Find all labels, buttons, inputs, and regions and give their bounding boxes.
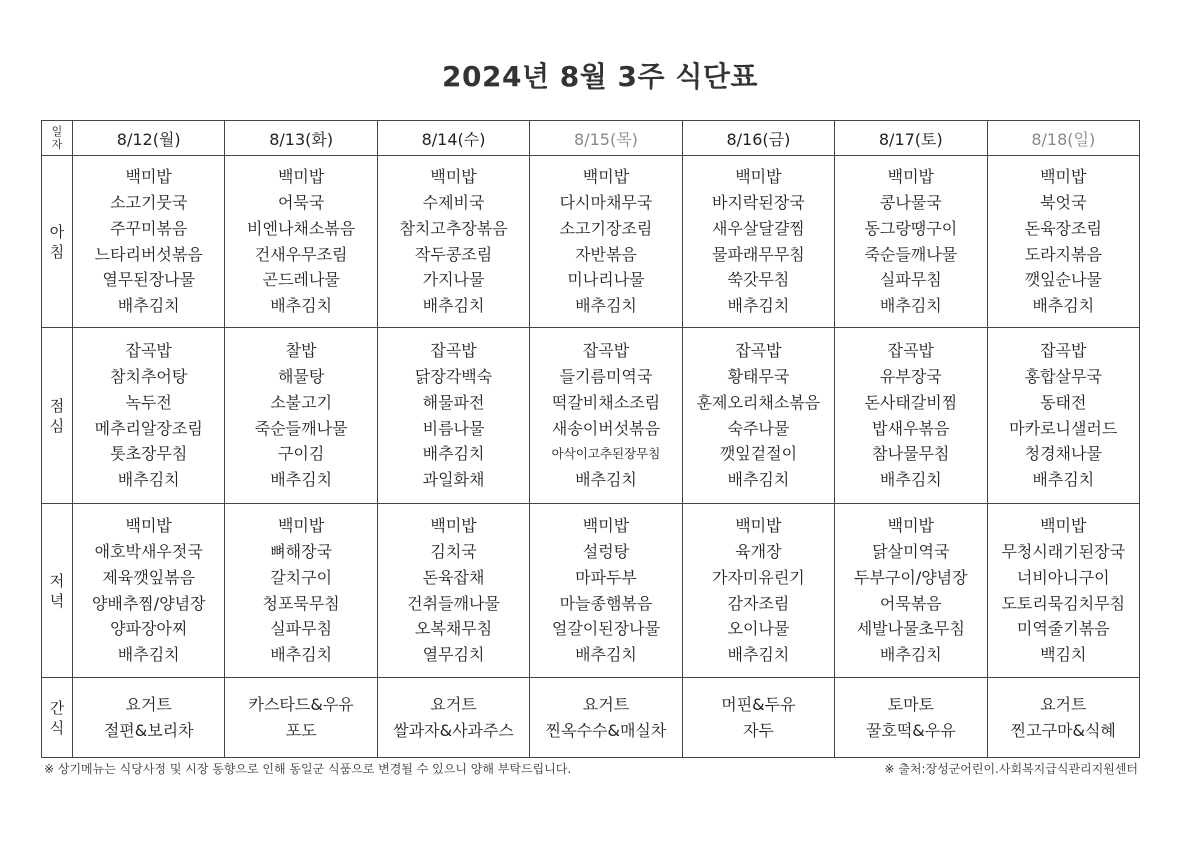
menu-item: 카스타드&우유 [248,694,354,714]
menu-item: 구이김 [277,444,325,464]
day-header-mon: 8/12(월) [73,121,225,156]
menu-item: 메추리알장조림 [94,418,203,438]
menu-item: 깻잎순나물 [1024,270,1102,290]
corner-char-1: 일 [51,125,63,138]
menu-item: 쑥갓무침 [727,270,790,290]
breakfast-cell-thu [530,156,682,328]
breakfast-cell-sun [987,156,1139,328]
menu-item: 토마토 [887,694,934,714]
menu-item: 마늘종햄볶음 [559,593,653,613]
menu-item: 다시마채무국 [559,193,653,213]
menu-item: 배추김치 [575,295,637,315]
snack-row [42,678,1140,758]
menu-item: 백미밥 [430,167,477,187]
menu-item: 죽순들깨나물 [864,244,958,264]
menu-item: 죽순들깨나물 [254,418,348,438]
menu-item: 새우살달걀찜 [712,218,805,238]
menu-item: 배추김치 [727,469,790,489]
menu-item: 찰밥 [285,341,317,361]
menu-item: 참치고추장볶음 [399,218,508,238]
snack-label-char: 식 [49,718,65,737]
menu-item: 닭살미역국 [872,542,950,562]
menu-item: 들기름미역국 [559,367,653,387]
menu-item: 비엔나채소볶음 [247,218,356,238]
menu-item: 무청시래기된장국 [1001,542,1126,562]
menu-item: 잡곡밥 [1040,341,1087,361]
menu-item: 배추김치 [575,469,637,489]
menu-item: 해물탕 [277,367,325,387]
corner-char-2: 자 [51,138,63,151]
menu-item: 배추김치 [117,469,180,489]
menu-item: 물파래무무침 [712,244,805,264]
menu-item: 실파무침 [270,619,333,639]
menu-item: 양파장아찌 [110,619,188,639]
day-header-thu: 8/15(목) [530,121,682,156]
menu-item: 배추김치 [879,469,942,489]
menu-item: 배추김치 [879,295,942,315]
menu-item: 오복채무침 [414,619,493,639]
date-corner-label [42,121,73,156]
dinner-row [42,504,1140,678]
menu-item: 청포묵무침 [262,593,340,613]
breakfast-label-char: 아 [49,222,65,241]
menu-item: 백미밥 [582,167,630,187]
menu-item: 해물파전 [422,392,485,412]
breakfast-label [42,156,73,328]
day-header-sun: 8/18(일) [987,121,1139,156]
lunch-cell-wed [377,328,529,504]
menu-item: 황태무국 [727,367,790,387]
menu-item: 배추김치 [1032,295,1095,315]
lunch-cell-sun [987,328,1139,504]
menu-item: 실파무침 [879,270,942,290]
menu-item: 마카로니샐러드 [1009,418,1118,438]
page-title: 2024년 8월 3주 식단표 [442,60,758,93]
snack-cell-fri [682,678,834,758]
day-header-fri: 8/16(금) [682,121,834,156]
snack-label [42,678,73,758]
menu-item: 곤드레나물 [262,270,340,290]
menu-item: 김치국 [430,542,477,562]
dinner-cell-thu [530,504,682,678]
menu-item: 동그랑땡구이 [864,218,958,238]
menu-item: 두부구이/양념장 [854,567,968,587]
menu-item: 잡곡밥 [735,341,782,361]
menu-item: 배추김치 [270,295,333,315]
menu-item: 새송이버섯볶음 [551,418,661,438]
menu-item: 동태전 [1040,392,1087,412]
menu-item: 북엇국 [1040,193,1087,213]
menu-item: 훈제오리채소볶음 [696,392,821,412]
menu-item: 소불고기 [270,392,333,412]
menu-item: 배추김치 [879,644,942,664]
menu-item: 백미밥 [582,516,630,536]
menu-item: 미나리나물 [567,270,645,290]
dinner-cell-tue [225,504,377,678]
menu-item: 돈육잡채 [422,567,485,587]
breakfast-cell-mon [73,156,225,328]
menu-item: 절편&보리차 [103,720,194,740]
menu-item: 건취들깨나물 [407,593,500,613]
menu-item: 주꾸미볶음 [110,218,188,238]
lunch-cell-mon [73,328,225,504]
menu-item: 애호박새우젓국 [94,542,203,562]
dinner-cell-sun [987,504,1139,678]
menu-item: 머핀&두유 [721,694,796,714]
menu-item: 갈치구이 [270,567,333,587]
menu-item: 홍합살무국 [1024,367,1102,387]
menu-item: 세발나물초무침 [856,619,965,639]
menu-item: 돈사태갈비찜 [864,392,958,412]
menu-item: 배추김치 [117,644,180,664]
lunch-label [42,328,73,504]
menu-item: 청경채나물 [1024,444,1102,464]
menu-item: 백미밥 [277,167,325,187]
dinner-label-char: 저 [49,571,65,590]
lunch-label-char: 점 [49,396,65,415]
menu-item: 작두콩조림 [414,244,493,264]
snack-cell-wed [377,678,529,758]
menu-item: 얼갈이된장나물 [551,619,661,639]
menu-item: 어묵볶음 [879,593,942,613]
menu-item: 자반볶음 [575,244,637,264]
menu-item: 백미밥 [735,516,782,536]
menu-item: 돈육장조림 [1024,218,1102,238]
dinner-cell-fri [682,504,834,678]
menu-item: 배추김치 [422,295,485,315]
lunch-cell-tue [225,328,377,504]
day-header-tue: 8/13(화) [225,121,377,156]
menu-item: 뼈해장국 [270,542,333,562]
breakfast-cell-sat [835,156,987,328]
menu-item: 느타리버섯볶음 [94,244,203,264]
snack-cell-tue [225,678,377,758]
lunch-cell-sat [835,328,987,504]
menu-item: 숙주나물 [727,418,790,438]
footer-note: ※ 상기메뉴는 식당사정 및 시장 동향으로 인해 동일군 식품으로 변경될 수 있으니 양해 부탁드립니다. [44,762,572,776]
lunch-label-char: 심 [49,416,65,435]
lunch-row [42,328,1140,504]
menu-item: 톳초장무침 [110,444,188,464]
menu-item: 열무김치 [422,644,485,664]
menu-item: 배추김치 [1032,469,1095,489]
menu-item: 닭장각백숙 [414,367,493,387]
menu-item: 바지락된장국 [712,193,805,213]
dinner-cell-mon [73,504,225,678]
menu-item: 도토리묵김치무침 [1001,593,1126,613]
menu-item: 요거트 [582,694,630,714]
breakfast-label-char: 침 [49,242,65,261]
menu-item: 찐옥수수&매실차 [545,720,667,740]
dinner-label-char: 녁 [49,591,65,610]
menu-item: 수제비국 [422,193,485,213]
menu-item: 깻잎겉절이 [719,444,798,464]
menu-item: 육개장 [735,542,782,562]
menu-item: 참치추어탕 [110,367,188,387]
menu-item: 소고기장조림 [559,218,653,238]
menu-item: 요거트 [125,694,172,714]
menu-item: 잡곡밥 [430,341,477,361]
menu-item: 건새우무조림 [254,244,348,264]
menu-item: 녹두전 [125,392,172,412]
menu-item: 요거트 [430,694,477,714]
menu-item: 쌀과자&사과주스 [393,720,514,740]
breakfast-cell-fri [682,156,834,328]
menu-item: 비름나물 [422,418,485,438]
menu-item: 배추김치 [422,444,485,464]
menu-item: 배추김치 [117,295,180,315]
breakfast-cell-tue [225,156,377,328]
menu-item: 아삭이고추된장무침 [551,446,661,462]
menu-item: 콩나물국 [879,193,942,213]
menu-item: 유부장국 [879,367,942,387]
lunch-cell-thu [530,328,682,504]
menu-item: 설렁탕 [582,542,630,562]
menu-item: 백미밥 [887,167,934,187]
breakfast-row [42,156,1140,328]
menu-item: 떡갈비채소조림 [551,392,661,412]
day-header-wed: 8/14(수) [377,121,529,156]
menu-item: 오이나물 [727,619,790,639]
menu-item: 과일화채 [422,469,485,489]
snack-cell-mon [73,678,225,758]
day-header-sat: 8/17(토) [835,121,987,156]
menu-item: 밥새우볶음 [872,418,950,438]
menu-item: 꿀호떡&우유 [865,720,956,740]
menu-item: 백미밥 [430,516,477,536]
menu-item: 너비아니구이 [1016,567,1110,587]
breakfast-cell-wed [377,156,529,328]
menu-item: 요거트 [1040,694,1087,714]
menu-item: 백미밥 [1040,516,1087,536]
menu-item: 포도 [285,720,317,740]
menu-item: 배추김치 [727,295,790,315]
menu-item: 마파두부 [575,567,637,587]
footer-source: ※ 출처:장성군어린이.사회복지급식관리지원센터 [884,762,1138,776]
menu-item: 배추김치 [270,469,333,489]
menu-item: 잡곡밥 [125,341,172,361]
menu-item: 소고기뭇국 [110,193,188,213]
menu-item: 백미밥 [125,516,172,536]
menu-item: 미역줄기볶음 [1016,619,1110,639]
menu-item: 백미밥 [277,516,325,536]
menu-item: 양배추찜/양념장 [91,593,206,613]
menu-item: 열무된장나물 [102,270,196,290]
menu-item: 도라지볶음 [1024,244,1102,264]
menu-item: 가자미유린기 [712,567,805,587]
menu-item: 백김치 [1040,644,1087,664]
snack-cell-thu [530,678,682,758]
menu-item: 가지나물 [422,270,485,290]
dinner-cell-sat [835,504,987,678]
dinner-cell-wed [377,504,529,678]
menu-item: 자두 [742,720,774,740]
menu-item: 백미밥 [887,516,934,536]
menu-item: 잡곡밥 [887,341,934,361]
dinner-label [42,504,73,678]
menu-item: 감자조림 [727,593,790,613]
day-header-row [42,121,1140,156]
menu-item: 백미밥 [735,167,782,187]
menu-item: 배추김치 [727,644,790,664]
menu-item: 참나물무침 [872,444,950,464]
menu-item: 배추김치 [575,644,637,664]
snack-cell-sun [987,678,1139,758]
snack-label-char: 간 [49,698,65,717]
menu-item: 백미밥 [1040,167,1087,187]
menu-item: 잡곡밥 [582,341,630,361]
lunch-cell-fri [682,328,834,504]
snack-cell-sat [835,678,987,758]
meal-plan-table [41,120,1140,758]
menu-item: 배추김치 [270,644,333,664]
menu-item: 어묵국 [277,193,325,213]
menu-item: 찐고구마&식혜 [1010,720,1116,740]
menu-item: 백미밥 [125,167,172,187]
menu-item: 제육깻잎볶음 [102,567,196,587]
